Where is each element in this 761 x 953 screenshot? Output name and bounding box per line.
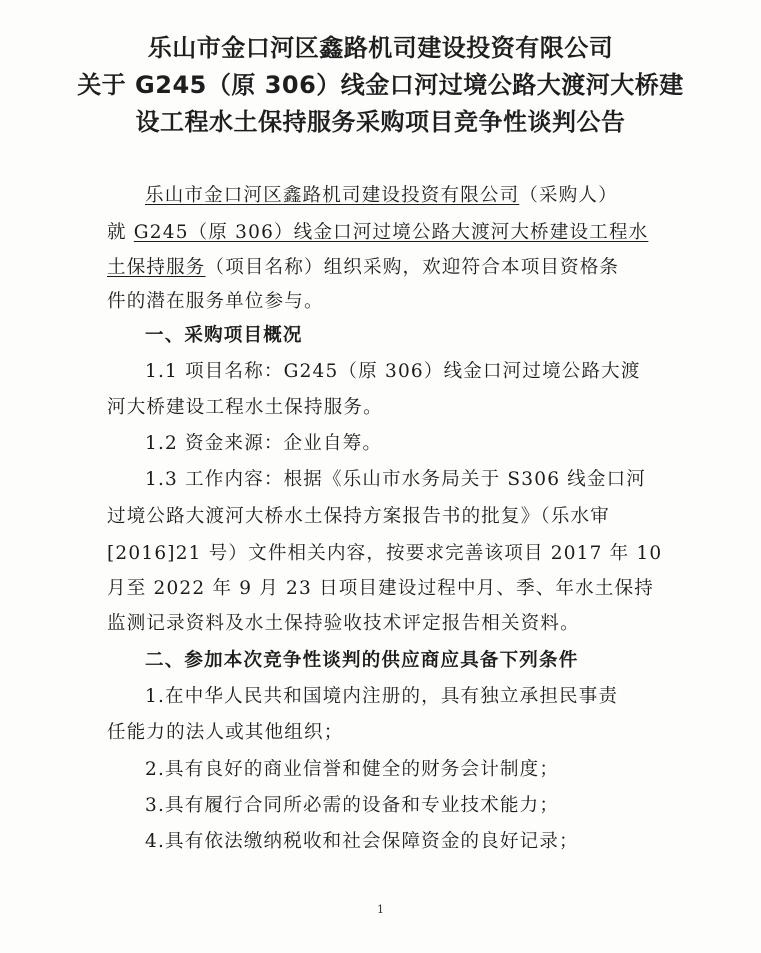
section-2-condition-1-line-1: 1.在中华人民共和国境内注册的，具有独立承担民事责: [145, 686, 619, 707]
section-1-heading: 一、采购项目概况: [145, 325, 303, 346]
section-1-item-3-line-1: 1.3 工作内容：根据《乐山市水务局关于 S306 线金口河: [145, 469, 647, 490]
intro-line-3-suffix: （项目名称）组织采购，欢迎符合本项目资格条: [205, 257, 620, 278]
purchaser-name: 乐山市金口河区鑫路机司建设投资有限公司: [145, 185, 520, 206]
purchaser-suffix: （采购人）: [519, 185, 618, 206]
intro-line-4: 件的潜在服务单位参与。: [107, 291, 324, 312]
document-title-line-2: 关于 G245（原 306）线金口河过境公路大渡河大桥建: [77, 71, 684, 99]
section-1-item-3-line-2: 过境公路大渡河大桥水土保持方案报告书的批复》（乐水审: [107, 506, 610, 527]
section-1-item-3-line-3: [2016]21 号）文件相关内容，按要求完善该项目 2017 年 10: [107, 543, 663, 564]
intro-line-3: [107, 255, 657, 281]
section-2-condition-3: 3.具有履行合同所必需的设备和专业技术能力；: [145, 795, 560, 816]
section-2-condition-2: 2.具有良好的商业信誉和健全的财务会计制度；: [145, 759, 560, 780]
intro-line-2: [107, 220, 657, 246]
section-2-condition-1-line-2: 任能力的法人或其他组织；: [107, 722, 344, 743]
section-1-item-3-line-5: 监测记录资料及水土保持验收技术评定报告相关资料。: [107, 613, 580, 634]
project-name-part-2: 土保持服务: [107, 257, 206, 278]
section-1-item-2: 1.2 资金来源：企业自筹。: [145, 433, 383, 454]
section-1-item-3-line-4: 月至 2022 年 9 月 23 日项目建设过程中月、季、年水土保持: [107, 578, 654, 599]
section-2-heading: 二、参加本次竞争性谈判的供应商应具备下列条件: [145, 650, 579, 671]
project-name-part-1: G245（原 306）线金口河过境公路大渡河大桥建设工程水: [133, 222, 649, 243]
section-1-item-1-line-1: 1.1 项目名称：G245（原 306）线金口河过境公路大渡: [145, 361, 641, 382]
section-2-condition-4: 4.具有依法缴纳税收和社会保障资金的良好记录；: [145, 831, 579, 852]
intro-line-1: [145, 183, 695, 209]
document-title-line-1: 乐山市金口河区鑫路机司建设投资有限公司: [147, 34, 614, 62]
intro-prefix: 就: [107, 222, 134, 243]
document-title-line-3: 设工程水土保持服务采购项目竞争性谈判公告: [135, 108, 626, 136]
page-number: 1: [377, 903, 384, 916]
section-1-item-1-line-2: 河大桥建设工程水土保持服务。: [107, 397, 383, 418]
